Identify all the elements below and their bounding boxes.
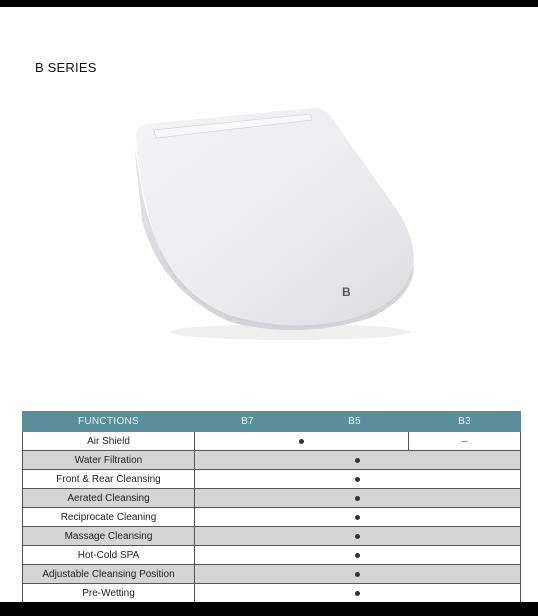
available-dot-icon xyxy=(355,553,360,558)
svg-text:B: B xyxy=(342,285,351,299)
all-models-availability xyxy=(195,527,521,546)
brand-logo xyxy=(342,285,351,299)
available-dot-icon xyxy=(355,477,360,482)
all-models-availability xyxy=(195,451,521,470)
unavailable-dash: – xyxy=(461,435,468,447)
b7-b5-availability xyxy=(195,432,409,451)
all-models-availability xyxy=(195,546,521,565)
b3-availability xyxy=(409,432,521,451)
table-row xyxy=(23,489,521,508)
header-b3: B3 xyxy=(409,412,521,432)
functions-table xyxy=(22,411,521,603)
function-name: Hot-Cold SPA xyxy=(23,546,195,565)
available-dot-icon xyxy=(355,496,360,501)
toilet-seat-image xyxy=(120,100,430,345)
header-b5: B5 xyxy=(301,412,409,432)
all-models-availability xyxy=(195,508,521,527)
table-header-row xyxy=(23,412,521,432)
table-row xyxy=(23,470,521,489)
table-row xyxy=(23,432,521,451)
table-row xyxy=(23,451,521,470)
all-models-availability xyxy=(195,565,521,584)
function-name: Adjustable Cleansing Position xyxy=(23,565,195,584)
table-row xyxy=(23,527,521,546)
available-dot-icon xyxy=(355,591,360,596)
function-name: Reciprocate Cleaning xyxy=(23,508,195,527)
table-row xyxy=(23,565,521,584)
page-title: B SERIES xyxy=(35,60,97,75)
all-models-availability xyxy=(195,584,521,603)
function-name: Air Shield xyxy=(23,432,195,451)
table-row xyxy=(23,584,521,603)
bottom-border xyxy=(0,602,538,616)
available-dot-icon xyxy=(355,534,360,539)
top-border xyxy=(0,0,538,7)
table-row xyxy=(23,546,521,565)
function-name: Massage Cleansing xyxy=(23,527,195,546)
function-name: Water Filtration xyxy=(23,451,195,470)
table-row xyxy=(23,508,521,527)
available-dot-icon xyxy=(355,572,360,577)
available-dot-icon xyxy=(355,515,360,520)
header-b7: B7 xyxy=(195,412,301,432)
function-name: Front & Rear Cleansing xyxy=(23,470,195,489)
all-models-availability xyxy=(195,489,521,508)
all-models-availability xyxy=(195,470,521,489)
function-name: Aerated Cleansing xyxy=(23,489,195,508)
available-dot-icon xyxy=(355,458,360,463)
available-dot-icon xyxy=(299,439,304,444)
function-name: Pre-Wetting xyxy=(23,584,195,603)
header-functions: FUNCTIONS xyxy=(23,412,195,432)
